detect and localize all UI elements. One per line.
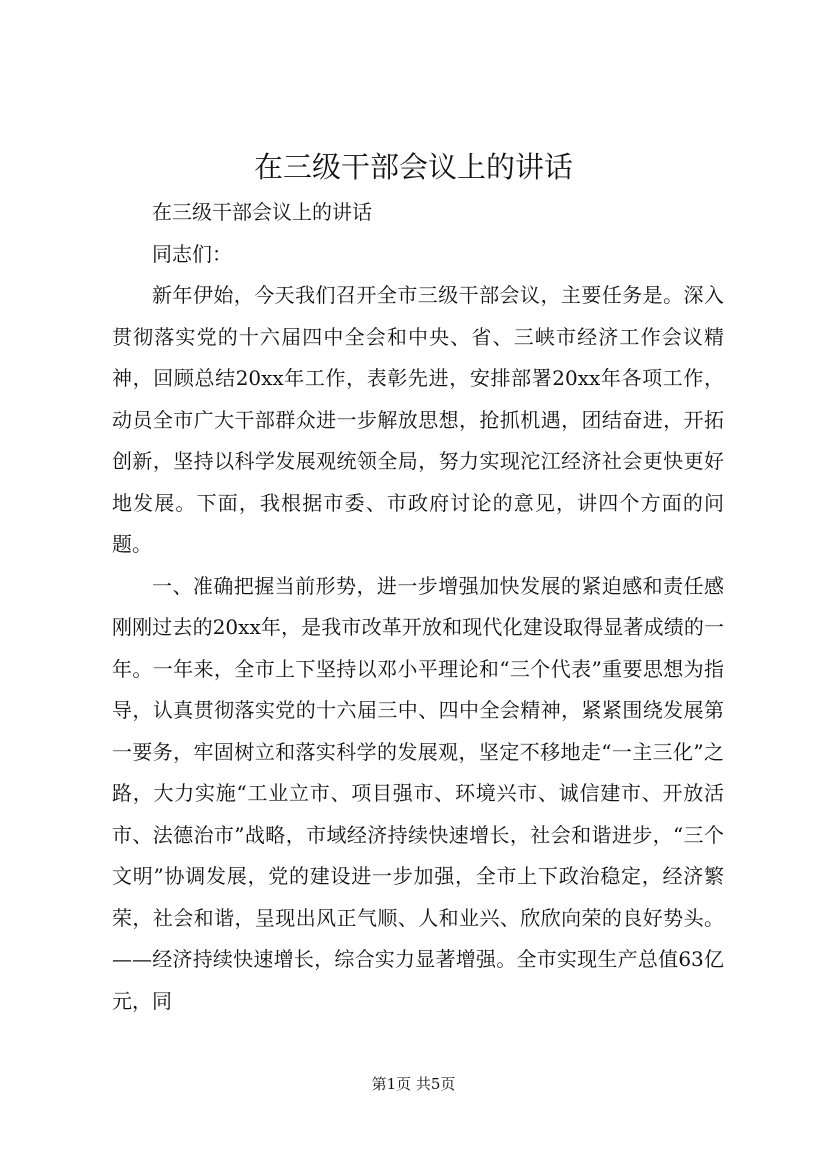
body-paragraph: 一、准确把握当前形势，进一步增强加快发展的紧迫感和责任感刚刚过去的20xx年，是我市改革开放和现代化建设取得显著成绩的一年。一年来，全市上下坚持以邓小平理论和“三个代表”重要思想为指导，认真贯彻落实党的十六届三中、四中全会精神，紧紧围绕发展第一要务，牢固树立和落实科学的发展观，坚定不移地走“一主三化”之路，大力实施“工业立市、项目强市、环境兴市、诚信建市、开放活市、法德治市”战略，市域经济持续快速增长，社会和谐进步，“三个文明”协调发展，党的建设进一步加强，全市上下政治稳定，经济繁荣，社会和谐，呈现出风正气顺、人和业兴、欣欣向荣的良好势头。——经济持续快速增长，综合实力显著增强。全市实现生产总值63亿元，同 xyxy=(112,573,724,1013)
subtitle-paragraph: 在三级干部会议上的讲话 xyxy=(152,200,372,224)
page-number-footer: 第1页 共5页 xyxy=(371,1075,456,1093)
body-paragraph: 新年伊始，今天我们召开全市三级干部会议，主要任务是。深入贯彻落实党的十六届四中全会和中央、省、三峡市经济工作会议精神，回顾总结20xx年工作，表彰先进，安排部署20xx年各项工作，动员全市广大干部群众进一步解放思想，抢抓机遇，团结奋进，开拓创新，坚持以科学发展观统领全局，努力实现沱江经济社会更快更好地发展。下面，我根据市委、市政府讨论的意见，讲四个方面的问题。 xyxy=(112,283,724,556)
document-body xyxy=(112,192,724,1022)
salutation-paragraph: 同志们： xyxy=(152,241,232,266)
document-title: 在三级干部会议上的讲话 xyxy=(253,150,573,184)
